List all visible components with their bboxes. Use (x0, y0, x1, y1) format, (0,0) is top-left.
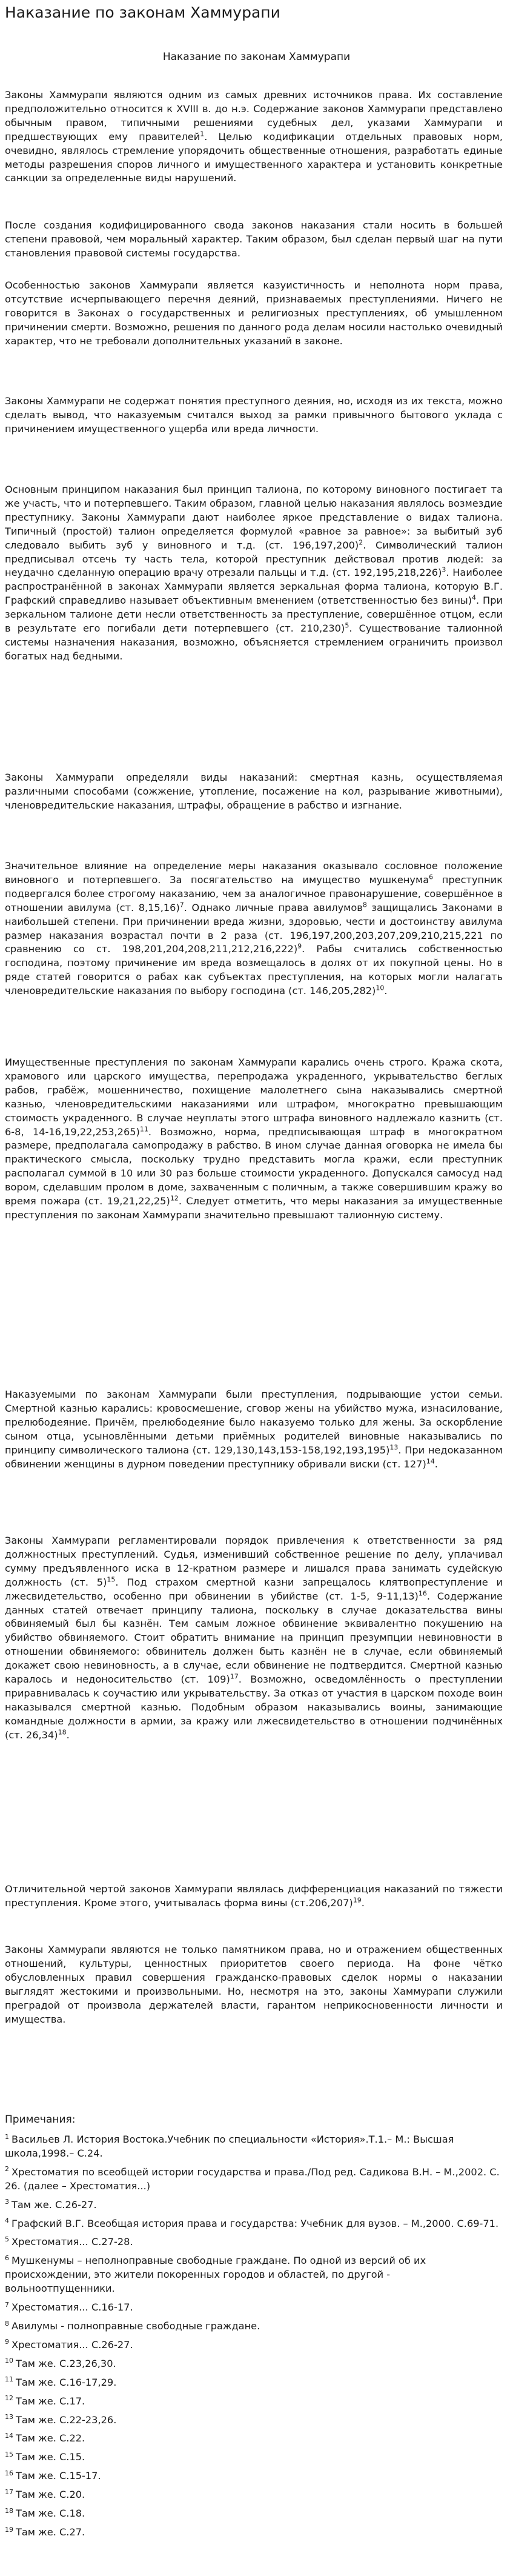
paragraph-punishment-types (5, 771, 503, 813)
footnote-ref: 17 (230, 1672, 239, 1681)
paragraph-text: . Возможно, норма, предписывающая штраф в многократном размере, предполагала самопродажу в рабство. В ином случае данная оговорка не имела бы практического смысла, поскольку трудно представить могла кражи, если преступник располагал суммой в 10 или 30 раз больше стоимости украденного. Допускался самосуд над вором, сделавшим пролом в доме, захваченным с поличным, а также совершившим кражу во время пожара (ст. 19,21,22,25) (5, 1126, 503, 1207)
paragraph-codification (5, 219, 503, 261)
paragraph-text: . Содержание данных статей отвечает принципу талиона, поскольку в случае доказательства вины обвиняемый был бы казнён. Тем самым ложное обвинение эквивалентно покушению на убийство обвиняемого. Стоит обратить внимание на принцип презумпции невиновности в отношении обвиняемого: обвинитель должен быть казнён не в случае, если обвиняемый докажет свою невиновность, а в случае, если обвинение не подтвердится. Смертной казнью каралось и недоносительство (ст. 109) (5, 1590, 503, 1686)
footnote-number: 4 (5, 2217, 9, 2225)
paragraph-text: Имущественные преступления по законам Хаммурапи карались очень строго. Кража скота, храмового или царского имущества, перепродажа украденного, укрывательство беглых рабов, грабёж, мошенничество, похищение малолетнего сына наказывались смертной казнью, членовредительскими наказаниями или штрафом, многократно превышающим стоимость украденного. В случае неуплаты этого штрафа виновного надлежало казнить (ст. 6-8, 14-16,19,22,253,265) (5, 1056, 503, 1138)
footnote-item (5, 2469, 503, 2483)
paragraph-text: Законы Хаммурапи определяли виды наказаний: смертная казнь, осуществляемая различными способами (сожжение, утопление, посажение на кол, разрывание животными), членовредительские наказания, штрафы, обращение в рабство и изгнание. (5, 772, 503, 811)
paragraph-differentiation (5, 1883, 503, 1910)
footnote-item (5, 2133, 503, 2161)
paragraph-text: . Следует отметить, что меры наказания за имущественные преступления по законам Хаммурапи значительно превышают талионную систему. (5, 1195, 503, 1221)
paragraph-text: Наказуемыми по законам Хаммурапи были преступления, подрывающие устои семьи. Смертной казнью карались: кровосмешение, сговор жены на убийство мужа, изнасилование, прелюбодеяние. Причём, прелюбодеяние было наказуемо только для жены. За оскорбление сыном отца, усыновлёнными детьми приёмных родителей виновные наказывались по принципу символического талиона (ст. 129,130,143,153-158,192,193,195) (5, 1389, 503, 1456)
paragraph-text: . Целью кодификации отдельных правовых норм, очевидно, являлось стремление упорядочить общественные отношения, разработать единые методы разрешения споров личного и имущественного характера и установить конкретные санкции за определенные виды нарушений. (5, 130, 503, 184)
paragraph-text: Законы Хаммурапи являются не только памятником права, но и отражением общественных отношений, культуры, ценностных приоритетов своего периода. На фоне чётко обусловленных правил совершения гражданско-правовых сделок нормы о наказании выглядят жестокими и произвольными. Но, несмотря на это, законы Хаммурапи служили преградой от произвола держателей власти, гарантом неприкосновенности личности и имущества. (5, 1944, 503, 2025)
footnote-item (5, 2166, 503, 2194)
paragraph-text: . (66, 1729, 70, 1741)
footnote-number: 19 (5, 2525, 13, 2534)
footnote-text: Там же. С.27. (16, 2526, 85, 2538)
footnote-number: 7 (5, 2300, 9, 2309)
footnote-ref: 2 (359, 538, 363, 547)
footnote-number: 5 (5, 2235, 9, 2244)
paragraph-text: защищались Законами в наибольшей степени. При причинении вреда жизни, здоровью, чести и достоинству авилума размер наказания возрастал почти в 2 раза (ст. 196,197,200,203,207,209,210,215,221 по сравнению со ст. 198,201,204,208,211,212,216,222) (5, 901, 503, 955)
footnote-ref: 7 (179, 901, 184, 909)
paragraph-text: . Символический талион предписывал отсечь ту часть тела, которой преступник действовал против людей: за неудачно сделанную операцию врачу отрезали пальцы и т.д. (ст. 192,195,218,226) (5, 539, 503, 579)
footnotes-list (5, 2133, 503, 2544)
footnote-item (5, 2338, 503, 2352)
footnote-item (5, 2376, 503, 2390)
footnote-number: 15 (5, 2450, 13, 2458)
paragraph-property-crimes (5, 1056, 503, 1223)
footnote-text: Там же. С.18. (16, 2508, 85, 2520)
footnote-item (5, 2507, 503, 2521)
footnote-item (5, 2301, 503, 2315)
footnote-number: 9 (5, 2338, 9, 2346)
paragraph-text: . (361, 1897, 365, 1909)
paragraph-text: . Под страхом смертной казни запрещалось клятвопреступление и лжесвидетельство, особенно при обвинении в убийстве (ст. 1-5, 9-11,13) (5, 1576, 503, 1602)
footnote-ref: 18 (58, 1728, 67, 1737)
footnote-item (5, 2395, 503, 2409)
footnote-ref: 14 (426, 1457, 435, 1466)
footnote-text: Хрестоматия... С.27-28. (12, 2236, 133, 2248)
paragraph-text: . Наиболее распространённой в законах Хаммурапи является зеркальная форма талиона, которую В.Г. Графский справедливо называет объективным вменением (ответственностью без вины) (5, 567, 503, 607)
paragraph-text: . Существование талионной системы назначения наказания, возможно, объясняется стремлением ограничить произвол богатых над бедными. (5, 622, 503, 662)
footnote-number: 3 (5, 2198, 9, 2206)
footnote-item (5, 2235, 503, 2249)
footnote-text: Там же. С.23,26,30. (16, 2357, 116, 2369)
footnote-text: Васильев Л. История Востока.Учебник по специальности «История».Т.1.– М.: Высшая школа,1998.– С.24. (5, 2134, 454, 2159)
paragraph-family-crimes (5, 1388, 503, 1471)
paragraph-text: Отличительной чертой законов Хаммурапи являлась дифференциация наказаний по тяжести преступления. Кроме этого, учитывалась форма вины (ст.206,207) (5, 1883, 503, 1909)
footnote-ref: 1 (200, 130, 205, 138)
footnote-number: 13 (5, 2413, 13, 2421)
footnote-text: Там же. С.15. (16, 2451, 85, 2463)
paragraph-text: Особенностью законов Хаммурапи является казуистичность и неполнота норм права, отсутствие исчерпывающего перечня деяний, признаваемых преступлениями. Ничего не говорится в Законах о государственных и религиозных преступлениях, об умышленном причинении смерти. Возможно, решения по данного рода делам носили настолько очевидный характер, что не требовали дополнительных указаний в законе. (5, 279, 503, 347)
footnote-item (5, 2414, 503, 2428)
paragraph-text: . (434, 1458, 438, 1470)
paragraph-text: Законы Хаммурапи не содержат понятия преступного деяния, но, исходя из их текста, можно сделать вывод, что наказуемым считался выход за рамки привычного бытового уклада с причинением имущественного ущерба или вреда личности. (5, 395, 503, 435)
paragraph-text: преступник подвергался более строгому наказанию, чем за аналогичное правонарушение, совершённое в отношении авилума (ст. 8,15,16) (5, 873, 503, 913)
footnote-number: 12 (5, 2394, 13, 2403)
footnote-number: 2 (5, 2165, 9, 2174)
footnote-ref: 11 (139, 1125, 148, 1133)
footnote-text: Там же. С.16-17,29. (16, 2376, 117, 2388)
footnote-item (5, 2217, 503, 2231)
footnote-text: Авилумы - полноправные свободные граждане. (12, 2320, 260, 2332)
footnote-item (5, 2357, 503, 2371)
paragraph-text: Законы Хаммурапи регламентировали порядок привлечения к ответственности за ряд должностных преступлений. Судья, изменивший собственное решение по делу, уплачивал сумму предъявленного иска в 12-кратном размере и лишался права занимать судейскую должность (ст. 5) (5, 1535, 503, 1588)
footnote-ref: 9 (297, 943, 302, 951)
paragraph-text: Основным принципом наказания был принцип талиона, по которому виновного постигает та же участь, что и потерпевшего. Таким образом, главной целью наказания являлось возмездие преступнику. Законы Хаммурапи дают наиболее яркое представление о видах талиона. Типичный (простой) талион определяется формулой «равное за равное»: за выбитый зуб следовало выбить зуб у виновного и т.д. (ст. 196,197,200) (5, 484, 503, 551)
paragraph-casuistry (5, 279, 503, 349)
document-title: Наказание по законам Хаммурапи (5, 4, 280, 21)
paragraph-official-crimes (5, 1534, 503, 1743)
footnote-text: Хрестоматия по всеобщей истории государства и права./Под ред. Садикова В.Н. – М.,2002. С. 26. (далее – Хрестоматия...) (5, 2166, 500, 2192)
footnote-item (5, 2198, 503, 2212)
footnote-item (5, 2526, 503, 2540)
footnote-text: Там же. С.22-23,26. (16, 2414, 117, 2426)
footnote-item (5, 2451, 503, 2464)
footnote-ref: 3 (442, 566, 446, 575)
footnote-ref: 16 (418, 1589, 427, 1598)
footnote-text: Хрестоматия... С.26-27. (12, 2338, 133, 2351)
paragraph-estate-status (5, 859, 503, 998)
footnote-text: Там же. С.17. (16, 2395, 85, 2407)
footnote-ref: 13 (389, 1443, 399, 1452)
footnote-number: 17 (5, 2488, 13, 2496)
footnote-text: Хрестоматия... С.16-17. (12, 2301, 133, 2314)
footnote-number: 6 (5, 2254, 9, 2262)
footnote-text: Мушкенумы – неполноправные свободные граждане. По одной из версий об их происхождении, это жители покоренных городов и областей, по другой - вольноотпущенники. (5, 2255, 426, 2295)
footnote-ref: 15 (107, 1575, 116, 1584)
paragraph-text: . (384, 985, 388, 997)
footnote-text: Там же. С.20. (16, 2489, 85, 2501)
footnote-text: Там же. С.22. (16, 2432, 85, 2444)
footnote-item (5, 2432, 503, 2446)
footnote-item (5, 2254, 503, 2296)
paragraph-crime-concept (5, 395, 503, 436)
paragraph-text: Значительное влияние на определение меры наказания оказывало сословное положение виновного и потерпевшего. За посягательство на имущество мушкенума (5, 860, 503, 886)
footnote-ref: 19 (352, 1896, 362, 1904)
paragraph-text: . Однако личные права авилумов (184, 901, 363, 913)
footnote-ref: 5 (345, 621, 349, 630)
notes-heading: Примечания: (5, 2114, 76, 2126)
paragraph-text: После создания кодифицированного свода законов наказания стали носить в большей степени правовой, чем моральный характер. Таким образом, был сделан первый шаг на пути становления правовой системы государства. (5, 219, 503, 259)
paragraph-text: . При зеркальном талионе дети несли ответственность за преступление, совершённое отцом, если в результате его погибали дети потерпевшего (ст. 210,230) (5, 595, 503, 635)
footnote-text: Графский В.Г. Всеобщая история права и государства: Учебник для вузов. – М.,2000. С.69-71. (12, 2217, 499, 2229)
footnote-number: 11 (5, 2375, 13, 2384)
paragraph-text: Законы Хаммурапи являются одним из самых древних источников права. Их составление предположительно относится к XVIII в. до н.э. Содержание законов Хаммурапи представлено обычным правом, типичными решениями судебных дел, указами Хаммурапи и предшествующих ему правителей (5, 89, 503, 142)
footnote-ref: 8 (362, 901, 367, 909)
paragraph-talion (5, 483, 503, 664)
footnote-ref: 4 (472, 593, 477, 602)
footnote-item (5, 2488, 503, 2502)
paragraph-intro (5, 88, 503, 185)
paragraph-text: . Возможно, осведомлённость о преступлении приравнивалась к соучастию или укрывательству. За отказ от участия в царском походе воин наказывался смертной казнью. Подобным образом наказывались воины, занимающие командные должности в армии, за кражу или лжесвидетельство в отношении подчинённых (ст. 26,34) (5, 1673, 503, 1741)
footnote-number: 8 (5, 2319, 9, 2327)
paragraph-text: . При недоказанном обвинении женщины в дурном поведении преступнику обривали виски (ст. 127) (5, 1444, 503, 1470)
footnote-ref: 6 (429, 873, 434, 881)
footnote-number: 10 (5, 2357, 13, 2365)
footnote-text: Там же. С.15-17. (16, 2470, 101, 2482)
footnote-item (5, 2320, 503, 2334)
paragraph-conclusion (5, 1943, 503, 2026)
footnote-number: 16 (5, 2469, 13, 2477)
footnote-number: 14 (5, 2432, 13, 2440)
footnote-number: 18 (5, 2506, 13, 2515)
footnote-ref: 12 (170, 1194, 179, 1203)
footnote-text: Там же. С.26-27. (12, 2198, 97, 2211)
footnote-number: 1 (5, 2132, 9, 2141)
document-subtitle: Наказание по законам Хаммурапи (162, 51, 351, 63)
footnote-ref: 10 (376, 984, 385, 992)
paragraph-text: . Рабы считались собственностью господина, поэтому причинение им вреда возмещалось в долях от их покупной цены. Но в ряде статей говорится о рабах как субъектах преступления, на которых могли налагать членовредительские наказания по выбору господина (ст. 146,205,282) (5, 943, 503, 997)
